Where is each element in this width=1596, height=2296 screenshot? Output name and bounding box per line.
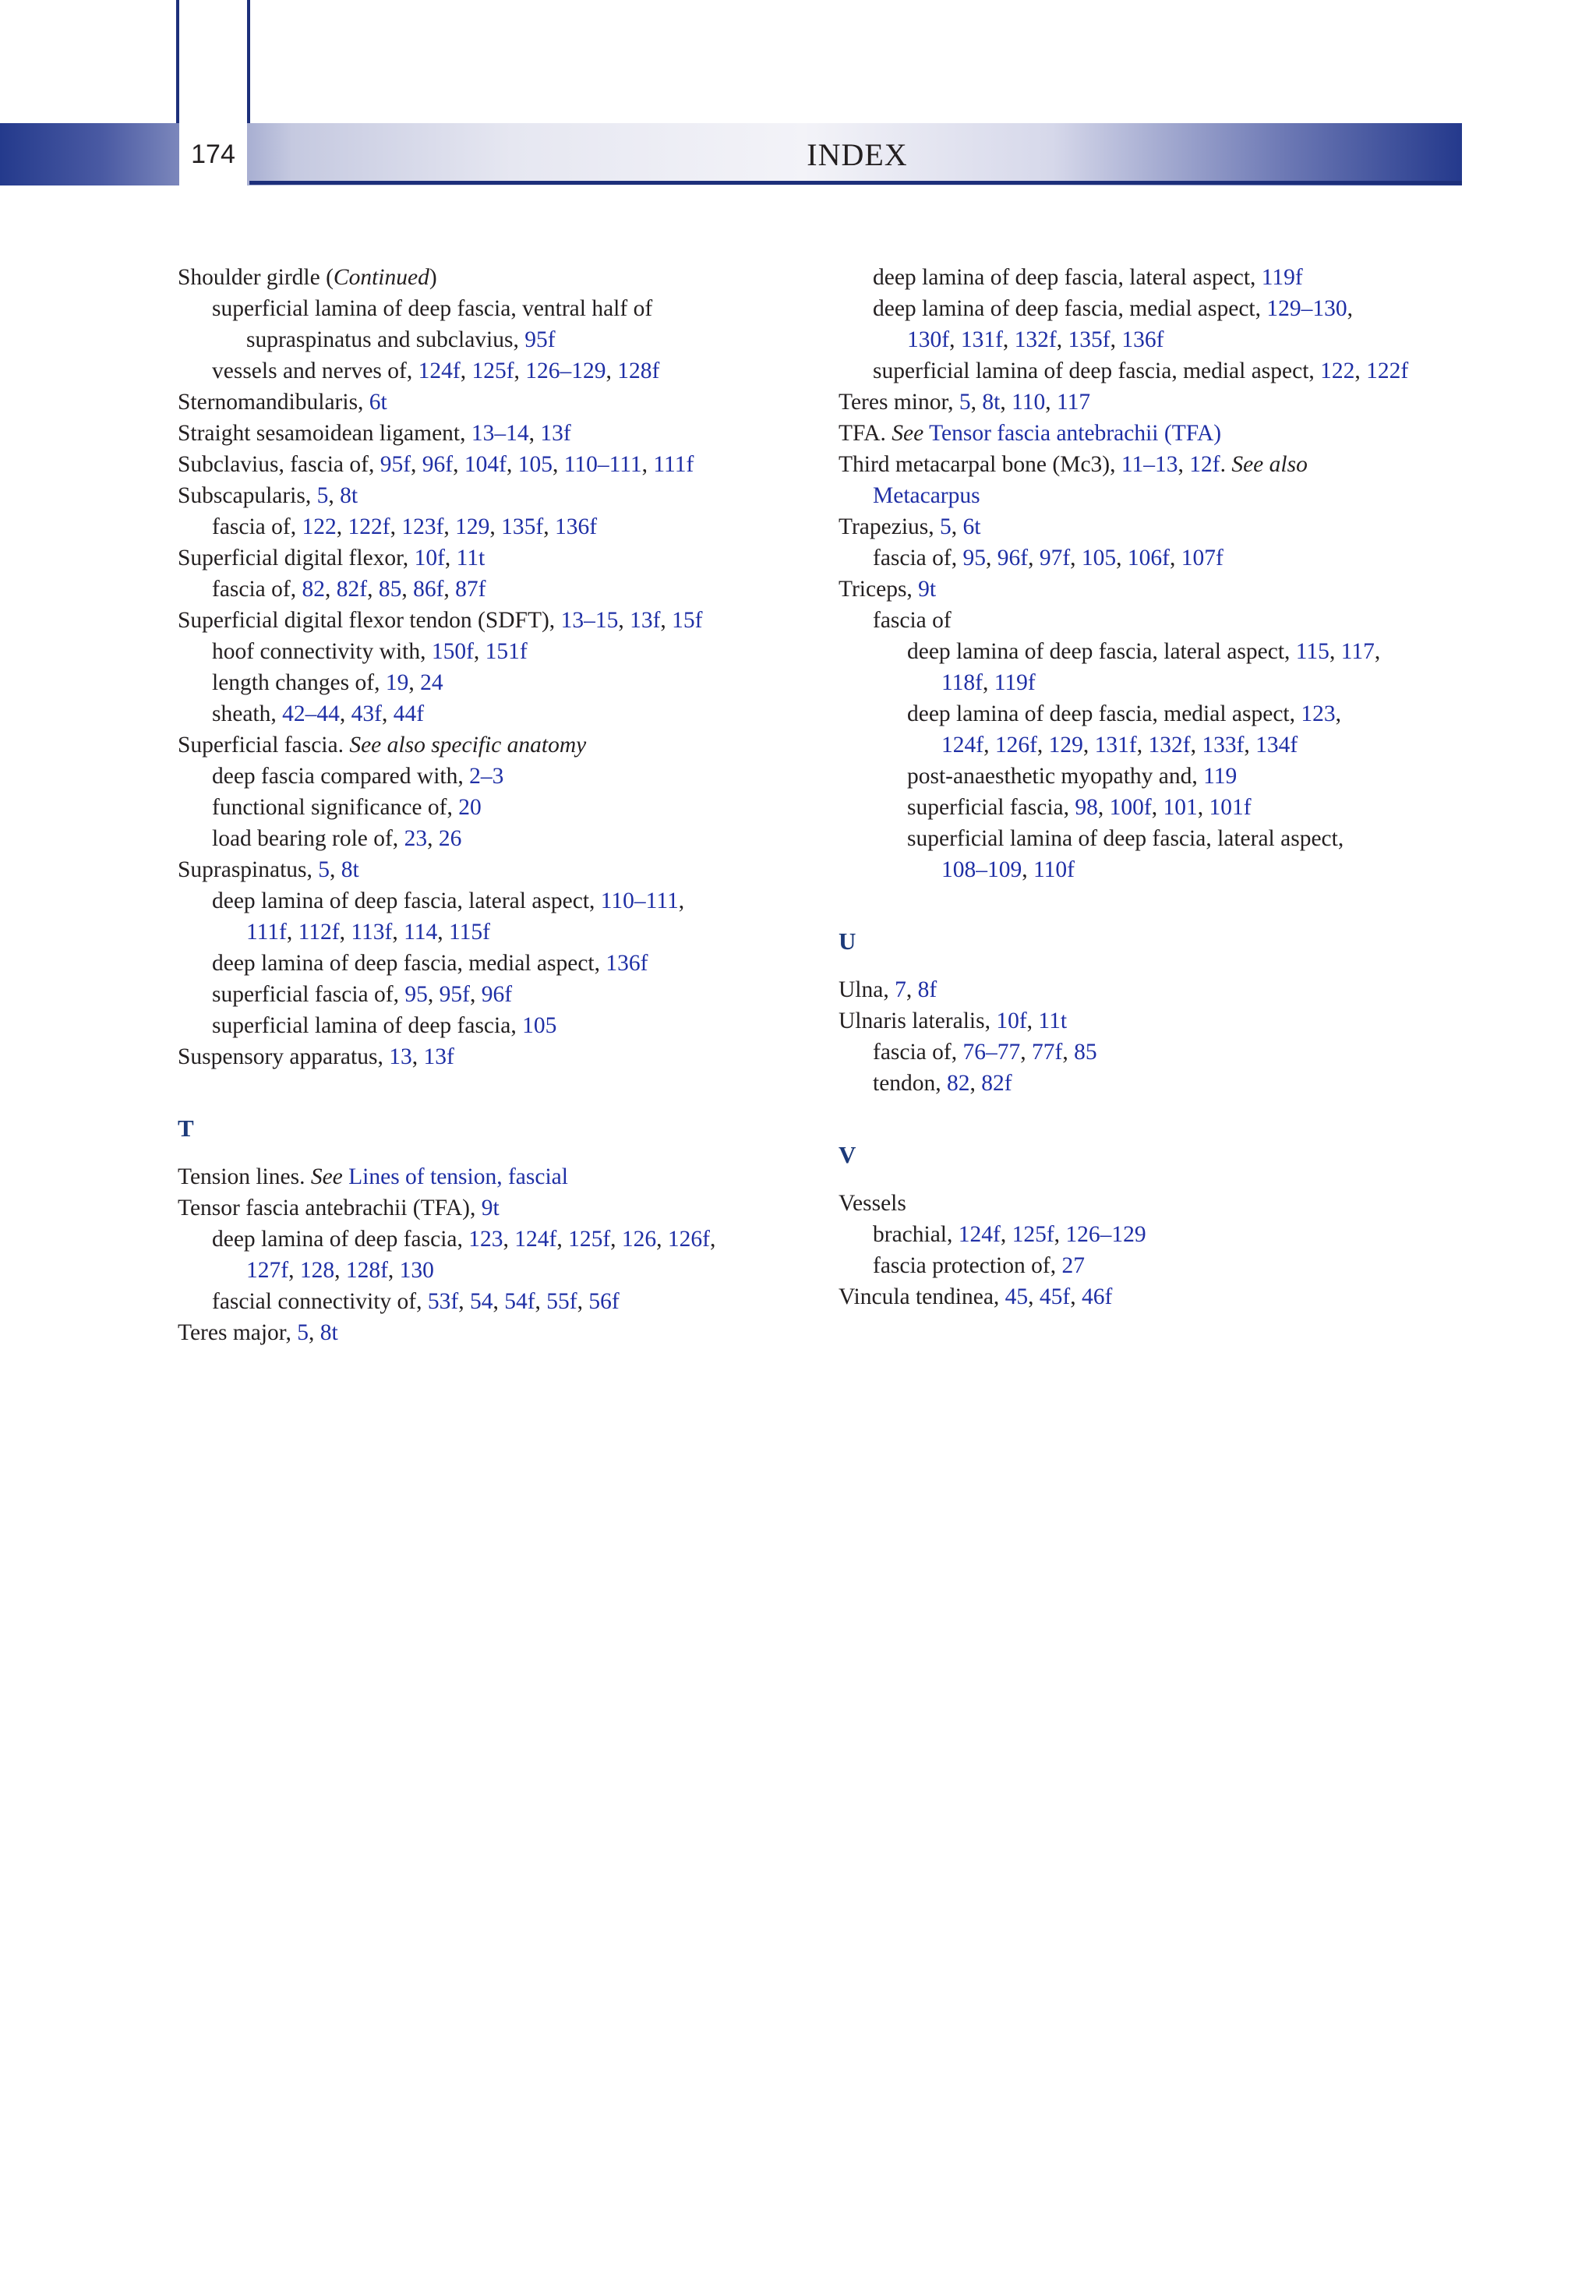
page-reference-link[interactable]: 134f <box>1255 733 1298 758</box>
entry-text: Shoulder girdle ( <box>178 265 334 290</box>
page-reference-link[interactable]: 106f <box>1127 546 1170 570</box>
index-subentry: load bearing role of, 23, 26 <box>212 826 462 851</box>
index-subentry <box>839 605 1509 636</box>
page-reference-link[interactable]: 122 <box>1320 359 1355 383</box>
page-reference-link[interactable]: 107f <box>1181 546 1223 570</box>
index-subentry <box>178 1010 848 1041</box>
page-reference-link[interactable]: 8t <box>982 390 1001 415</box>
index-subsubentry <box>839 761 1509 792</box>
page-reference-link[interactable]: 96f <box>481 982 513 1007</box>
index-subentry <box>178 761 848 792</box>
entry-text: fascia protection of, <box>873 1253 1062 1278</box>
entry-text: ) <box>429 265 437 290</box>
entry-text: Subscapularis, <box>178 483 317 508</box>
index-subentry: superficial lamina of deep fascia, medial aspect, 122, 122f <box>873 359 1409 383</box>
page-reference-link[interactable]: 11–13 <box>1121 452 1178 477</box>
index-entry <box>178 262 848 293</box>
page-reference-link[interactable]: 108–109 <box>941 857 1022 882</box>
entry-text: vessels and nerves of, <box>212 359 418 383</box>
page-reference-link[interactable]: 123 <box>468 1227 503 1252</box>
entry-trail: , <box>1374 639 1381 664</box>
section-letter-v: V <box>839 1141 856 1168</box>
index-subentry <box>839 262 1509 293</box>
index-entry: Straight sesamoidean ligament, 13–14, 13f <box>178 421 571 446</box>
entry-text: load bearing role of, <box>212 826 404 851</box>
entry-text: Sternomandibularis, <box>178 390 369 415</box>
entry-text: Ulnaris lateralis, <box>839 1008 997 1033</box>
index-subentry: superficial fascia of, 95, 95f, 96f <box>212 982 513 1007</box>
index-entry: Third metacarpal bone (Mc3), 11–13, 12f. See also <box>839 452 1308 477</box>
index-entry: Teres major, 5, 8t <box>178 1320 338 1345</box>
index-entry: Suspensory apparatus, 13, 13f <box>178 1044 454 1069</box>
page-reference-link[interactable]: 56f <box>588 1289 620 1314</box>
index-entry <box>839 418 1509 449</box>
index-subsubentry: superficial fascia, 98, 100f, 101, 101f <box>907 795 1252 820</box>
page-reference-link[interactable]: 124f <box>958 1222 1001 1247</box>
entry-text: sheath, <box>212 701 283 726</box>
index-subsubentry <box>839 823 1509 854</box>
page-reference-link[interactable]: 77f <box>1031 1040 1063 1065</box>
entry-text: superficial lamina of deep fascia, ventral half of <box>212 296 653 321</box>
index-subentry: fascia of, 82, 82f, 85, 86f, 87f <box>212 577 486 602</box>
page-reference-link[interactable]: 130 <box>399 1258 434 1283</box>
page-reference-link[interactable]: 105 <box>1081 546 1117 570</box>
page-reference-link[interactable]: 23 <box>404 826 428 851</box>
entry-trail: , <box>1335 701 1341 726</box>
index-entry <box>178 1161 848 1192</box>
page-reference-link[interactable]: 7 <box>895 977 906 1002</box>
index-subsubentry <box>839 698 1509 729</box>
index-subentry <box>178 885 848 917</box>
page-reference-link[interactable]: 6t <box>369 390 387 415</box>
entry-trail: , <box>678 888 685 913</box>
page-reference-link[interactable]: 126–129 <box>525 359 606 383</box>
page-reference-link[interactable]: 136f <box>1121 327 1164 352</box>
entry-text: functional significance of, <box>212 795 459 820</box>
entry-text: Tensor fascia antebrachii (TFA), <box>178 1196 482 1220</box>
index-entry <box>178 1192 848 1224</box>
entry-trail: , <box>710 1227 716 1252</box>
page-reference-link[interactable]: 119 <box>1203 764 1238 789</box>
entry-see-italic: See <box>892 421 924 446</box>
page-reference-link[interactable]: 96f <box>422 452 454 477</box>
page-reference-link[interactable]: 125f <box>471 359 514 383</box>
entry-text: brachial, <box>873 1222 959 1247</box>
entry-text: Subclavius, fascia of, <box>178 452 380 477</box>
page-reference-link[interactable]: 13f <box>540 421 571 446</box>
index-subentry <box>839 293 1509 324</box>
page-reference-link[interactable]: 124f <box>941 733 984 758</box>
entry-text: length changes of, <box>212 670 386 695</box>
page-reference-link[interactable]: 95f <box>380 452 411 477</box>
entry-text: tendon, <box>873 1071 948 1096</box>
page-reference-link[interactable]: 131f <box>960 327 1003 352</box>
entry-text: supraspinatus and subclavius, <box>246 327 525 352</box>
cross-reference-link[interactable]: Metacarpus <box>873 483 980 508</box>
page-reference-link[interactable]: 117 <box>1056 390 1091 415</box>
page-reference-link[interactable]: 112f <box>298 920 340 945</box>
page-reference-link[interactable]: 125f <box>568 1227 611 1252</box>
cross-reference-link[interactable]: Lines of tension, fascial <box>348 1164 568 1189</box>
entry-text: deep lamina of deep fascia, lateral aspect, <box>873 265 1262 290</box>
index-column-right <box>839 262 1509 1312</box>
index-entry: Subclavius, fascia of, 95f, 96f, 104f, 105, 110–111, 111f <box>178 452 694 477</box>
entry-text: Superficial digital flexor, <box>178 546 415 570</box>
entry-text: deep lamina of deep fascia, lateral aspect, <box>212 888 601 913</box>
page-reference-link[interactable]: 82f <box>336 577 368 602</box>
entry-text: Triceps, <box>839 577 919 602</box>
page-reference-link[interactable]: 136f <box>606 951 648 976</box>
index-subentry: brachial, 124f, 125f, 126–129 <box>873 1222 1146 1247</box>
page-reference-link[interactable]: 5 <box>959 390 971 415</box>
index-subentry: deep lamina of deep fascia, 123, 124f, 125f, 126, 126f, <box>212 1227 716 1252</box>
page-reference-link[interactable]: 20 <box>458 795 482 820</box>
entry-text: fascia of, <box>212 514 302 539</box>
page-reference-link[interactable]: 85 <box>378 577 402 602</box>
entry-text: fascia of <box>873 608 952 633</box>
page-reference-link[interactable]: 128f <box>617 359 660 383</box>
page-reference-link[interactable]: 124f <box>418 359 461 383</box>
running-head: INDEX <box>807 136 908 172</box>
index-entry: Superficial digital flexor, 10f, 11t <box>178 546 486 570</box>
page-reference-link[interactable]: 76–77 <box>962 1040 1021 1065</box>
page-reference-link[interactable]: 98 <box>1075 795 1098 820</box>
page-reference-link[interactable]: 104f <box>464 452 507 477</box>
page-reference-link[interactable]: 117 <box>1340 639 1375 664</box>
index-entry <box>839 1188 1509 1219</box>
index-subsubentry: deep lamina of deep fascia, lateral aspect, 115, 117, <box>907 639 1381 664</box>
page-reference-link[interactable]: 12f <box>1189 452 1220 477</box>
index-subentry-continuation: 130f, 131f, 132f, 135f, 136f <box>907 327 1164 352</box>
entry-text: fascia of, <box>873 546 963 570</box>
entry-separator: . <box>1220 452 1232 477</box>
page-reference-link[interactable]: 136f <box>554 514 598 539</box>
page-reference-link[interactable]: 54f <box>504 1289 535 1314</box>
page-reference-link[interactable]: 95f <box>439 982 470 1007</box>
entry-text: Third metacarpal bone (Mc3), <box>839 452 1121 477</box>
page-reference-link[interactable]: 9t <box>918 577 937 602</box>
entry-text: Tension lines. <box>178 1164 311 1189</box>
page-reference-link[interactable]: 24 <box>420 670 443 695</box>
page-reference-link[interactable]: 8f <box>917 977 937 1002</box>
index-subentry: sheath, 42–44, 43f, 44f <box>212 701 425 726</box>
page-reference-link[interactable]: 110 <box>1012 390 1046 415</box>
page-reference-link[interactable]: 122f <box>1366 359 1409 383</box>
index-entry: Trapezius, 5, 6t <box>839 514 981 539</box>
page-reference-link[interactable]: 122f <box>348 514 390 539</box>
page-reference-link[interactable]: 5 <box>316 483 329 508</box>
page-reference-link[interactable]: 45f <box>1039 1284 1071 1309</box>
entry-see-italic: See also <box>1231 452 1308 477</box>
page-reference-link[interactable]: 2–3 <box>469 764 504 789</box>
page-reference-link[interactable]: 122 <box>302 514 337 539</box>
page-reference-link[interactable]: 11t <box>456 546 486 570</box>
page-reference-link[interactable]: 5 <box>940 514 952 539</box>
index-entry: Ulnaris lateralis, 10f, 11t <box>839 1008 1068 1033</box>
entry-text: Teres major, <box>178 1320 298 1345</box>
page-reference-link[interactable]: 127f <box>246 1258 289 1283</box>
page-reference-link[interactable]: 13f <box>630 608 661 633</box>
page-reference-link[interactable]: 123f <box>401 514 444 539</box>
page-reference-link[interactable]: 13–14 <box>471 421 529 446</box>
index-entry-continuation <box>839 480 1509 511</box>
page-reference-link[interactable]: 8t <box>320 1320 338 1345</box>
page-reference-link[interactable]: 118f <box>941 670 983 695</box>
page-reference-link[interactable]: 95 <box>404 982 428 1007</box>
page-reference-link[interactable]: 85 <box>1074 1040 1097 1065</box>
entry-text: superficial lamina of deep fascia, medial aspect, <box>873 359 1321 383</box>
page-reference-link[interactable]: 101f <box>1209 795 1252 820</box>
entry-text: Superficial digital flexor tendon (SDFT), <box>178 608 561 633</box>
page-reference-link[interactable]: 126f <box>667 1227 710 1252</box>
page-reference-link[interactable]: 126 <box>621 1227 657 1252</box>
page-reference-link[interactable]: 5 <box>297 1320 309 1345</box>
entry-text: Trapezius, <box>839 514 941 539</box>
entry-text: fascia of, <box>873 1040 963 1065</box>
entry-see-italic: See <box>310 1164 343 1189</box>
index-entry: Subscapularis, 5, 8t <box>178 483 358 508</box>
page-reference-link[interactable]: 132f <box>1148 733 1191 758</box>
entry-text: Vessels <box>839 1191 906 1216</box>
index-subsubentry-continuation: 118f, 119f <box>941 670 1036 695</box>
page-reference-link[interactable]: 105 <box>522 1013 557 1038</box>
entry-text: fascial connectivity of, <box>212 1289 428 1314</box>
index-subentry <box>178 293 848 324</box>
page-reference-link[interactable]: 95f <box>524 327 556 352</box>
index-subsubentry-continuation: 124f, 126f, 129, 131f, 132f, 133f, 134f <box>941 733 1298 758</box>
index-subentry: fascia of, 122, 122f, 123f, 129, 135f, 136f <box>212 514 598 539</box>
page-reference-link[interactable]: 119f <box>994 670 1036 695</box>
page-reference-link[interactable]: 124f <box>514 1227 557 1252</box>
entry-text: superficial lamina of deep fascia, lateral aspect, <box>907 826 1344 851</box>
entry-text: Teres minor, <box>839 390 959 415</box>
section-letter-t: T <box>178 1114 194 1142</box>
page-reference-link[interactable]: 44f <box>393 701 425 726</box>
page-reference-link[interactable]: 126f <box>994 733 1037 758</box>
entry-text: deep lamina of deep fascia, medial aspect, <box>212 951 606 976</box>
entry-text: Suspensory apparatus, <box>178 1044 390 1069</box>
page-reference-link[interactable]: 96f <box>997 546 1029 570</box>
entry-text: deep lamina of deep fascia, medial aspect, <box>907 701 1301 726</box>
index-entry <box>178 387 848 418</box>
page-reference-link[interactable]: 9t <box>481 1196 500 1220</box>
page-reference-link[interactable]: 13–15 <box>560 608 619 633</box>
page-reference-link[interactable]: 6t <box>962 514 981 539</box>
page-reference-link[interactable]: 111f <box>246 920 287 945</box>
entry-text: superficial fascia, <box>907 795 1075 820</box>
page-reference-link[interactable]: 151f <box>485 639 528 664</box>
page-reference-link[interactable]: 26 <box>438 826 462 851</box>
index-subentry <box>178 792 848 823</box>
entry-text: Supraspinatus, <box>178 857 319 882</box>
page-reference-link[interactable]: 113f <box>351 920 393 945</box>
entry-trail: , <box>1347 296 1353 321</box>
page-reference-link[interactable]: 110f <box>1033 857 1075 882</box>
page-reference-link[interactable]: 132f <box>1014 327 1057 352</box>
page-reference-link[interactable]: 87f <box>455 577 486 602</box>
index-subentry-continuation <box>178 324 848 355</box>
page-reference-link[interactable]: 46f <box>1082 1284 1113 1309</box>
page-reference-link[interactable]: 135f <box>1068 327 1110 352</box>
entry-text: TFA. <box>839 421 892 446</box>
page-reference-link[interactable]: 13f <box>423 1044 454 1069</box>
index-entry: Superficial digital flexor tendon (SDFT), 13–15, 13f, 15f <box>178 608 703 633</box>
index-subentry: fascia of, 76–77, 77f, 85 <box>873 1040 1097 1065</box>
page-reference-link[interactable]: 133f <box>1202 733 1245 758</box>
index-subsubentry-continuation: 108–109, 110f <box>941 857 1075 882</box>
page-reference-link[interactable]: 15f <box>672 608 703 633</box>
index-subentry <box>839 1250 1509 1281</box>
page-reference-link[interactable]: 53f <box>427 1289 459 1314</box>
cross-reference-link[interactable]: Tensor fascia antebrachii (TFA) <box>929 421 1222 446</box>
index-subentry: length changes of, 19, 24 <box>212 670 443 695</box>
index-subentry-continuation: 127f, 128, 128f, 130 <box>246 1258 434 1283</box>
page-reference-link[interactable]: 8t <box>340 483 358 508</box>
entry-text: deep fascia compared with, <box>212 764 470 789</box>
entry-text: post-anaesthetic myopathy and, <box>907 764 1204 789</box>
index-entry: Teres minor, 5, 8t, 110, 117 <box>839 390 1091 415</box>
index-subentry: fascial connectivity of, 53f, 54, 54f, 55f, 56f <box>212 1289 620 1314</box>
entry-see-italic: Continued <box>333 265 429 290</box>
index-subentry: hoof connectivity with, 150f, 151f <box>212 639 528 664</box>
page-reference-link[interactable]: 86f <box>413 577 444 602</box>
page-reference-link[interactable]: 150f <box>431 639 474 664</box>
page-reference-link[interactable]: 129–130 <box>1266 296 1347 321</box>
page-reference-link[interactable]: 128f <box>345 1258 388 1283</box>
page-reference-link[interactable]: 105 <box>517 452 553 477</box>
section-letter-u: U <box>839 927 856 955</box>
page-reference-link[interactable]: 10f <box>414 546 445 570</box>
page-number: 174 <box>191 139 235 169</box>
page-reference-link[interactable]: 13 <box>389 1044 412 1069</box>
page-reference-link[interactable]: 115 <box>1295 639 1329 664</box>
page-reference-link[interactable]: 42–44 <box>282 701 340 726</box>
index-entry: Ulna, 7, 8f <box>839 977 937 1002</box>
index-subentry <box>178 948 848 979</box>
page-reference-link[interactable]: 100f <box>1109 795 1152 820</box>
index-entry: Vincula tendinea, 45, 45f, 46f <box>839 1284 1113 1309</box>
page-reference-link[interactable]: 111f <box>653 452 694 477</box>
page-reference-link[interactable]: 125f <box>1012 1222 1054 1247</box>
entry-text: deep lamina of deep fascia, medial aspect, <box>873 296 1267 321</box>
page-reference-link[interactable]: 95 <box>962 546 986 570</box>
page-reference-link[interactable]: 19 <box>385 670 409 695</box>
page-reference-link[interactable]: 43f <box>351 701 382 726</box>
index-column-left <box>178 262 848 1348</box>
entry-text: Vincula tendinea, <box>839 1284 1005 1309</box>
page-reference-link[interactable]: 82 <box>302 577 325 602</box>
page-reference-link[interactable]: 82f <box>981 1071 1012 1096</box>
entry-text: deep lamina of deep fascia, lateral aspect, <box>907 639 1296 664</box>
page-reference-link[interactable]: 5 <box>318 857 330 882</box>
page-reference-link[interactable]: 55f <box>546 1289 577 1314</box>
index-subentry: tendon, 82, 82f <box>873 1071 1012 1096</box>
page-reference-link[interactable]: 82 <box>947 1071 970 1096</box>
entry-text: deep lamina of deep fascia, <box>212 1227 469 1252</box>
page-reference-link[interactable]: 110–111 <box>600 888 679 913</box>
index-entry <box>839 574 1509 605</box>
index-subentry: vessels and nerves of, 124f, 125f, 126–129, 128f <box>212 359 660 383</box>
entry-text: hoof connectivity with, <box>212 639 432 664</box>
page-reference-link[interactable]: 126–129 <box>1065 1222 1146 1247</box>
page-reference-link[interactable]: 129 <box>1048 733 1083 758</box>
page-reference-link[interactable]: 97f <box>1039 546 1071 570</box>
page-reference-link[interactable]: 131f <box>1094 733 1137 758</box>
page-reference-link[interactable]: 128 <box>299 1258 335 1283</box>
page-reference-link[interactable]: 10f <box>996 1008 1027 1033</box>
page-reference-link[interactable]: 8t <box>341 857 359 882</box>
entry-text: Straight sesamoidean ligament, <box>178 421 471 446</box>
page-reference-link[interactable]: 129 <box>455 514 490 539</box>
entry-text: fascia of, <box>212 577 302 602</box>
page-reference-link[interactable]: 110–111 <box>563 452 642 477</box>
index-entry: Supraspinatus, 5, 8t <box>178 857 359 882</box>
page-reference-link[interactable]: 135f <box>501 514 544 539</box>
entry-text: Superficial fascia. <box>178 733 350 758</box>
page-reference-link[interactable]: 123 <box>1301 701 1336 726</box>
page-reference-link[interactable]: 54 <box>469 1289 493 1314</box>
index-subentry: fascia of, 95, 96f, 97f, 105, 106f, 107f <box>873 546 1223 570</box>
page-reference-link[interactable]: 27 <box>1061 1253 1085 1278</box>
index-subentry-continuation: 111f, 112f, 113f, 114, 115f <box>246 920 490 945</box>
page-reference-link[interactable]: 115f <box>449 920 490 945</box>
page-reference-link[interactable]: 11t <box>1038 1008 1068 1033</box>
index-entry <box>178 729 848 761</box>
page-reference-link[interactable]: 114 <box>404 920 438 945</box>
page-reference-link[interactable]: 130f <box>907 327 950 352</box>
page-reference-link[interactable]: 45 <box>1005 1284 1029 1309</box>
page-reference-link[interactable]: 101 <box>1163 795 1198 820</box>
entry-see-italic: See also specific anatomy <box>349 733 587 758</box>
entry-text: superficial lamina of deep fascia, <box>212 1013 523 1038</box>
entry-text: Ulna, <box>839 977 895 1002</box>
page-reference-link[interactable]: 119f <box>1261 265 1303 290</box>
entry-text: superficial fascia of, <box>212 982 405 1007</box>
